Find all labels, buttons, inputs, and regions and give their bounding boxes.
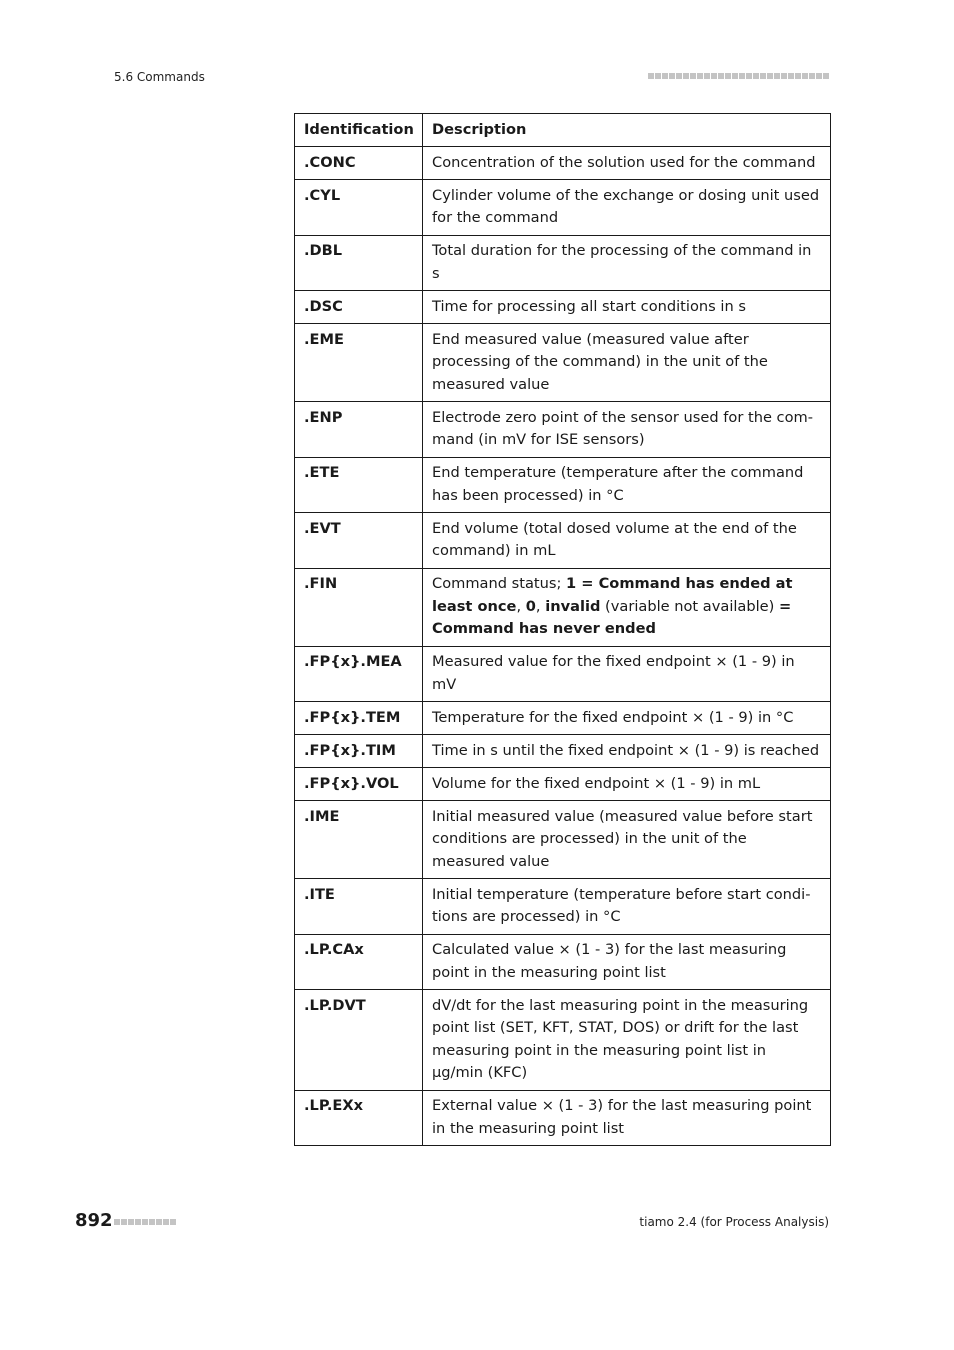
table-row — [295, 147, 831, 180]
table-row — [295, 801, 831, 879]
table-row — [295, 180, 831, 236]
page-number: 892 — [75, 1210, 113, 1231]
identification-cell: .FP{x}.VOL — [295, 768, 423, 801]
table-row — [295, 402, 831, 458]
description-cell: External value × (1 - 3) for the last measuring point in the measuring point list — [423, 1090, 831, 1146]
fin-desc-part: Command status; — [432, 575, 567, 592]
table-row — [295, 235, 831, 291]
identification-cell: .FIN — [295, 568, 423, 646]
identification-cell: .ITE — [295, 879, 423, 935]
description-cell: Electrode zero point of the sensor used for the com-mand (in mV for ISE sensors) — [423, 402, 831, 458]
table-row — [295, 990, 831, 1091]
identification-cell: .EVT — [295, 513, 423, 569]
column-header-description: Description — [423, 114, 831, 147]
table-row — [295, 735, 831, 768]
fin-desc-part: (variable not available) — [600, 597, 779, 615]
table-row — [295, 1090, 831, 1146]
description-cell: Calculated value × (1 - 3) for the last measuring point in the measuring point list — [423, 934, 831, 990]
description-cell: End measured value (measured value after processing of the command) in the unit of the measured value — [423, 324, 831, 402]
description-cell: Total duration for the processing of the command in s — [423, 235, 831, 291]
table-row — [295, 513, 831, 569]
fin-desc-part: , — [535, 597, 546, 615]
identification-cell: .LP.DVT — [295, 990, 423, 1091]
identification-cell: .CONC — [295, 147, 423, 180]
fin-desc-part: , — [516, 597, 526, 615]
identification-cell: .CYL — [295, 180, 423, 236]
command-variables-table — [294, 113, 831, 1146]
header-decoration-dots — [648, 73, 829, 79]
fin-desc-part-bold: 0 — [525, 597, 536, 615]
identification-cell: .FP{x}.MEA — [295, 646, 423, 702]
table-header-row — [295, 114, 831, 147]
table-row — [295, 768, 831, 801]
description-cell: End volume (total dosed volume at the end of the command) in mL — [423, 513, 831, 569]
description-cell-fin — [423, 568, 831, 646]
fin-desc-part-bold: invalid — [545, 597, 601, 615]
identification-cell: .FP{x}.TEM — [295, 702, 423, 735]
table-row — [295, 457, 831, 513]
fin-desc-part-bold: = Command has never ended — [432, 597, 792, 637]
column-header-identification: Identification — [295, 114, 423, 147]
table-row — [295, 291, 831, 324]
description-cell: Time in s until the fixed endpoint × (1 - 9) is reached — [423, 735, 831, 768]
table-row — [295, 934, 831, 990]
footer-decoration-dots — [114, 1219, 176, 1225]
identification-cell: .ENP — [295, 402, 423, 458]
identification-cell: .LP.CAx — [295, 934, 423, 990]
identification-cell: .DSC — [295, 291, 423, 324]
table-row — [295, 702, 831, 735]
description-cell: Measured value for the fixed endpoint × (1 - 9) in mV — [423, 646, 831, 702]
table-row — [295, 646, 831, 702]
identification-cell: .EME — [295, 324, 423, 402]
fin-desc-part-bold: 1 = Command has ended at least once — [432, 575, 793, 615]
identification-cell: .LP.EXx — [295, 1090, 423, 1146]
description-cell: Temperature for the fixed endpoint × (1 - 9) in °C — [423, 702, 831, 735]
identification-cell: .DBL — [295, 235, 423, 291]
description-cell: Initial temperature (temperature before start condi-tions are processed) in °C — [423, 879, 831, 935]
table-row — [295, 568, 831, 646]
running-header-section: 5.6 Commands — [114, 70, 205, 84]
identification-cell: .ETE — [295, 457, 423, 513]
description-cell: Cylinder volume of the exchange or dosing unit used for the command — [423, 180, 831, 236]
description-cell: Concentration of the solution used for the command — [423, 147, 831, 180]
description-cell: Time for processing all start conditions in s — [423, 291, 831, 324]
footer-product-name: tiamo 2.4 (for Process Analysis) — [639, 1215, 829, 1229]
description-cell: End temperature (temperature after the command has been processed) in °C — [423, 457, 831, 513]
description-cell: Volume for the fixed endpoint × (1 - 9) in mL — [423, 768, 831, 801]
identification-cell: .IME — [295, 801, 423, 879]
description-cell: dV/dt for the last measuring point in the measuring point list (SET, KFT, STAT, DOS) or drift for the last measuring point in the measuring point list in µg/min (KFC) — [423, 990, 831, 1091]
description-cell: Initial measured value (measured value before start conditions are processed) in the unit of the measured value — [423, 801, 831, 879]
table-row — [295, 879, 831, 935]
table-row — [295, 324, 831, 402]
identification-cell: .FP{x}.TIM — [295, 735, 423, 768]
